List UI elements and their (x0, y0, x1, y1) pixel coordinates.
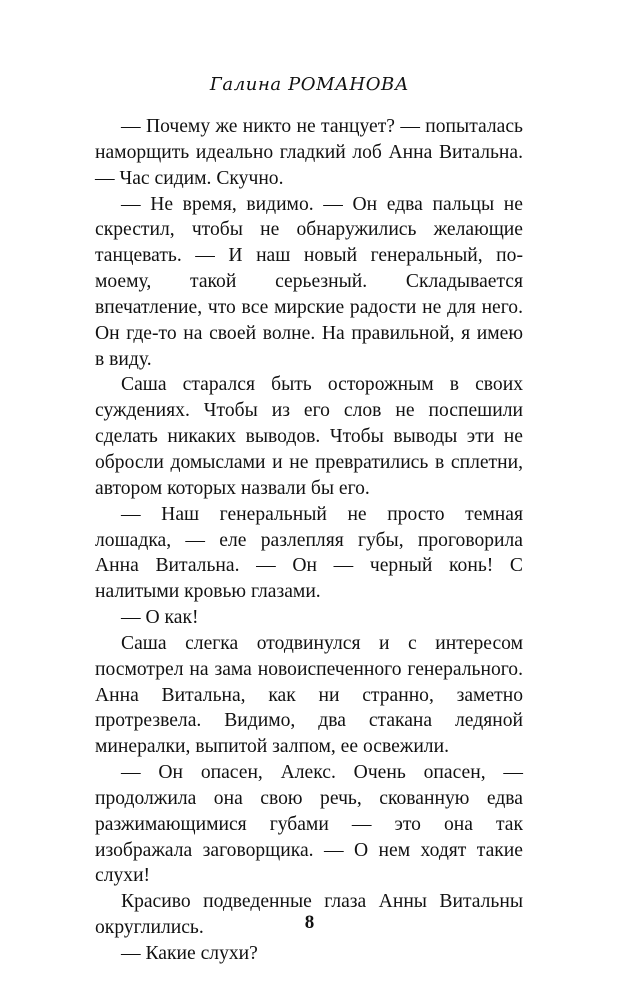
body-text (95, 114, 523, 967)
paragraph: — Не время, видимо. — Он едва пальцы не скрестил, чтобы не обнаружились желающие танцевать. — И наш новый генеральный, по-моему, такой серьезный. Складывается впечатление, что все мирские радости не для него. Он где-то на своей волне. На правильной, я имею в виду. (95, 193, 523, 370)
paragraph: — Почему же никто не танцует? — попыталась наморщить идеально гладкий лоб Анна Витальна. — Час сидим. Скучно. (95, 116, 523, 189)
paragraph: — Какие слухи? (121, 943, 258, 964)
paragraph: — Наш генеральный не просто темная лошадка, — еле разлепляя губы, проговорила Анна Витальна. — Он — черный конь! С налитыми кровью глазами. (95, 503, 523, 603)
paragraph: — Он опасен, Алекс. Очень опасен, — продолжила она свою речь, скованную едва разжимающимися губами — это она так изображала заговорщика. — О нем ходят такие слухи! (95, 762, 523, 887)
page-number: 8 (304, 912, 315, 933)
running-head: Галина РОМАНОВА (209, 74, 410, 95)
paragraph: — О как! (121, 607, 199, 629)
paragraph: Саша старался быть осторожным в своих суждениях. Чтобы из его слов не поспешили сделать никаких выводов. Чтобы выводы эти не обросли домыслами и не превратились в сплетни, автором которых назвали бы его. (95, 374, 523, 499)
paragraph: Саша слегка отодвинулся и с интересом посмотрел на зама новоиспеченного генерального. Анна Витальна, как ни странно, заметно протрезвела. Видимо, два стакана ледяной минералки, выпитой залпом, ее освежили. (95, 632, 523, 758)
paragraph: Красиво подведенные глаза Анны Витальны округлились. (95, 891, 523, 939)
